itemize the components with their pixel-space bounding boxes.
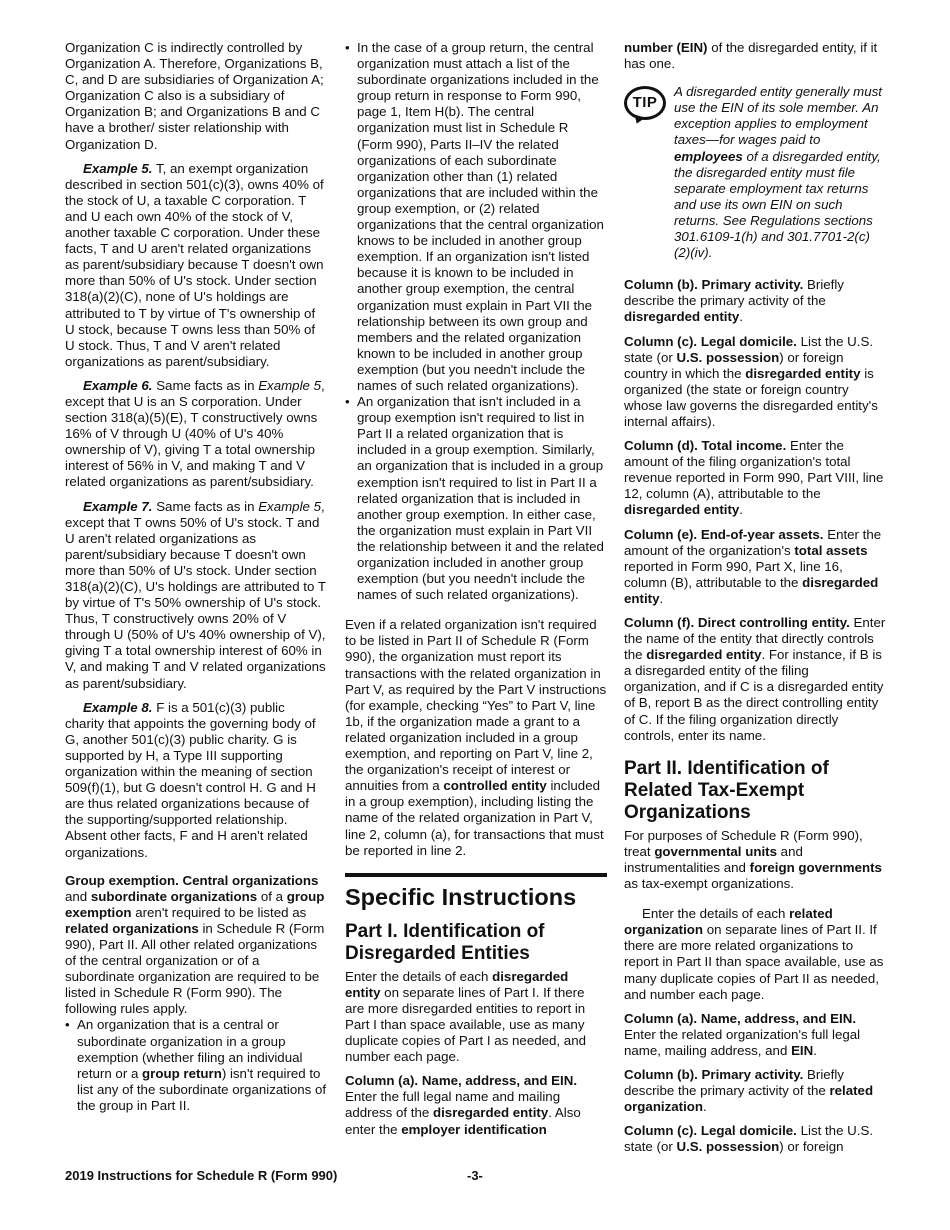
page-number: -3- — [467, 1168, 483, 1183]
part-1-column-b: Column (b). Primary activity. Briefly describe the primary activity of the disregarded entity. — [624, 277, 844, 325]
part-2-column-b: Column (b). Primary activity. Briefly describe the primary activity of the related organization. — [624, 1066, 874, 1115]
ein-continuation: number (EIN) of the disregarded entity, if it has one. — [624, 40, 878, 72]
example-5: Example 5. T, an exempt organization described in section 501(c)(3), owns 40% of the stock of U, a taxable C corporation. T and U each own 40% of the stock of V, another taxable C corporation. Under these facts, T and U aren't related organizations as parent/subsidiary because T doesn't own more than 50% of U's stock. Under section 318(a)(2)(C), none of U's holdings are attributed to T by virtue of T's ownership of U stock, because T owns less than 50% of U stock. Thus, T and V aren't related organizations as parent/subsidiary. — [65, 160, 324, 369]
footer-title: 2019 Instructions for Schedule R (Form 990) — [65, 1168, 338, 1183]
page-footer — [65, 1168, 885, 1183]
part-1-column-a: Column (a). Name, address, and EIN. Enter the full legal name and mailing address of the disregarded entity. Also enter the employer identification — [345, 1073, 581, 1137]
tip-callout: TIP A disregarded entity generally must use the EIN of its sole member. An exception applies to employment taxes—for wages paid to employees of a disregarded entity, the disregarded entity must file separate employment tax returns and use its own EIN on such returns. See Regulations sections 301.6109-1(h) and 301.7701-2(c)(2)(iv). — [624, 84, 886, 261]
bullet-icon: • — [345, 40, 350, 55]
specific-instructions-heading: Specific Instructions — [345, 873, 607, 911]
part-2-details: Enter the details of each related organization on separate lines of Part II. If there are more related organizations to report in Part II than space available, use as many duplicate copies of Part II as needed, and number each page. — [624, 906, 884, 1002]
part-1-column-e: Column (e). End-of-year assets. Enter the amount of the organization's total assets reported in Form 990, Part X, line 16, column (B), attributable to the disregarded entity. — [624, 526, 882, 606]
text-column-1 — [65, 40, 327, 1114]
example-7-label: Example 7. — [83, 498, 153, 514]
bullet-icon: • — [65, 1017, 70, 1033]
part-2-column-c: Column (c). Legal domicile. List the U.S. state (or U.S. possession) or foreign — [624, 1123, 874, 1155]
bullet-item: • In the case of a group return, the central organization must attach a list of the subordinate organizations included in the group return in response to Form 990, page 1, Item H(b). The central organization must list in Schedule R (Form 990), Parts II–IV the related organizations of each subordinate organization other than (1) related organizations that are included within the group exemption, or (2) related organizations that the central organization knows to be included in another group exemption. If an organization isn't listed because it is known to be included in another group exemption, the central organization must explain in Part VII the relationship between its own group and members and the related organization known to be included in another group exemption (but you needn't include the names of such related organizations). — [345, 40, 604, 393]
example-5-label: Example 5. — [83, 160, 153, 176]
example-6-label: Example 6. — [83, 377, 153, 393]
part-1-column-c: Column (c). Legal domicile. List the U.S. state (or U.S. possession) or foreign country in which the disregarded entity is organized (the state or foreign country whose law governs the disregarded entity's internal affairs). — [624, 333, 878, 429]
example-8: Example 8. F is a 501(c)(3) public charity that appoints the governing body of G, another 501(c)(3) public charity. G is supported by H, a Type III supporting organization within the meaning of section 509(f)(1), but G doesn't control H. G and H are thus related organizations because of the supporting/supported relationship. Absent other facts, F and H aren't related organizations. — [65, 699, 316, 860]
group-exemption-paragraph: Group exemption. Central organizations and subordinate organizations of a group exemption aren't required to be listed as related organizations in Schedule R (Form 990), Part II. All other related organizations of the central organization or of a subordinate organization are required to be listed in Schedule R (Form 990). The following rules apply. — [65, 872, 325, 1017]
part-1-intro: Enter the details of each disregarded entity on separate lines of Part I. If there are more disregarded entities to report in Part I than space available, use as many duplicate copies of Part I as needed, and number each page. — [345, 968, 586, 1065]
example-8-label: Example 8. — [83, 699, 153, 715]
part-1-column-f: Column (f). Direct controlling entity. Enter the name of the entity that directly controls the disregarded entity. For instance, if B is a disregarded entity of the filing organization, and if C is a disregarded entity of B, report B as the direct controlling entity of C. If the filing organization directly controls, enter its name. — [624, 615, 886, 743]
bullet-item: • An organization that is a central or subordinate organization in a group exemption (whether filing an individual return or a group return) isn't required to list any of the subordinate organizations of the group in Part II. — [65, 1017, 327, 1113]
text-column-2 — [345, 40, 607, 1146]
part-2-column-a: Column (a). Name, address, and EIN. Enter the related organization's full legal name, mailing address, and EIN. — [624, 1010, 861, 1058]
part-2-intro: For purposes of Schedule R (Form 990), treat governmental units and instrumentalities and foreign governments as tax-exempt organizations. — [624, 827, 882, 892]
bullet-icon: • — [345, 394, 350, 410]
text-column-3 — [624, 40, 886, 1163]
example-6: Example 6. Same facts as in Example 5, except that U is an S corporation. Under section 318(a)(5)(E), T constructively owns 16% of V through U (40% of U's 40% ownership of V), giving T a total ownership interest of 56% in V, and making T and V related organizations as parent/subsidiary. — [65, 377, 325, 490]
paragraph-org-c: Organization C is indirectly controlled by Organization A. Therefore, Organizations B, C, and D are subsidiaries of Organization A; Organization C also is a subsidiary of Organization B; and Organizations B and C have a brother/ sister relationship with Organization D. — [65, 40, 324, 152]
part-1-column-d: Column (d). Total income. Enter the amount of the filing organization's total revenue reported in Form 990, Part VIII, line 12, column (A), attributable to the disregarded entity. — [624, 438, 884, 518]
part-2-heading: Part II. Identification of Related Tax-Exempt Organizations — [624, 757, 829, 823]
tip-icon: TIP — [624, 86, 666, 120]
related-transactions-paragraph: Even if a related organization isn't required to be listed in Part II of Schedule R (Form 990), the organization must report its transactions with the related organization in Part V, as required by the Part V instructions (for example, checking “Yes” to Part V, line 1b, if the organization made a grant to a related organization included in a group exemption, and reporting on Part V, line 2, the organization's receipt of interest or annuities from a controlled entity included in a group exemption), including listing the name of the related organization in Part V, line 2, column (a), for transactions that must be reported in line 2. — [345, 617, 607, 858]
example-7: Example 7. Same facts as in Example 5, except that T owns 50% of U's stock. T and U aren't related organizations as parent/subsidiary because T doesn't own more than 50% of U's stock. Under section 318(a)(2)(C), U's holdings are attributed to T by virtue of T's 50% ownership of U's stock. Thus, T constructively owns 20% of V through U (50% of U's 40% ownership of V), giving T a total ownership interest of 60% in V, and making T and V related organizations as parent/subsidiary. — [65, 498, 326, 691]
bullet-item: • An organization that isn't included in a group exemption isn't required to list in Part II a related organization that is included in a group exemption. Similarly, an organization that is included in a group exemption isn't required to list in Part II a related organization that is included in another group exemption. In either case, the organization must explain in Part VII the relationship between it and the related organization included in another group exemption (but you needn't include the names of such related organizations). — [345, 394, 604, 603]
part-1-heading: Part I. Identification of Disregarded Entities — [345, 920, 545, 964]
